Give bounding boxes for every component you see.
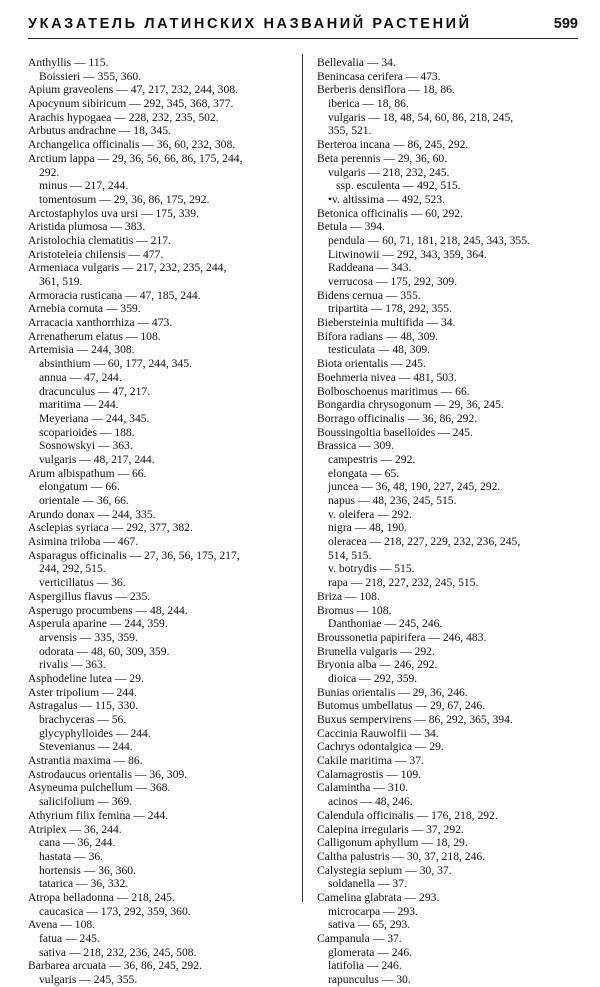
index-entry: Calystegia sepium — 30, 37. [317,863,452,877]
index-entry: Bidens cernua — 355. [317,288,421,302]
index-entry: Calligonum aphyllum — 18, 29. [317,836,468,850]
index-entry: Calamintha — 310. [317,781,409,795]
index-entry: Arctostaphylos uva ursi — 175, 339. [28,206,199,220]
index-subentry: v. oleifera — 292. [328,507,412,521]
index-entry: Betula — 394. [317,220,385,234]
index-entry: Campanula — 37. [317,932,402,945]
index-subentry: maritima — 244. [39,398,119,412]
index-entry: Armeniaca vulgaris — 217, 232, 235, 244, [28,261,227,275]
index-subentry: 514, 515. [328,548,372,562]
index-subentry: Boissieri — 355, 360. [39,69,142,83]
index-subentry: dioica — 292, 359. [328,671,418,685]
index-entry: Arbutus andrachne — 18, 345. [28,124,171,138]
index-subentry: odorata — 48, 60, 309, 359. [39,644,170,658]
index-entry: Broussonetia papirifera — 246, 483. [317,630,487,644]
index-subentry: scoparioides — 188. [39,425,135,439]
index-subentry: glomerata — 246. [328,945,413,959]
index-entry: Biebersteinia multifida — 34. [317,316,456,330]
index-subentry: v. botrydis — 515. [328,562,415,576]
index-entry: Calendula officinalis — 176, 218, 292. [317,808,498,822]
index-entry: Bunias orientalis — 29, 36, 246. [317,685,468,699]
index-entry: Bolboschoenus maritimus — 66. [317,384,470,398]
index-subentry: arvensis — 335, 359. [39,630,138,644]
index-subentry: vulgaris — 245, 355. [39,973,138,987]
index-subentry: testiculata — 48, 309. [328,343,431,357]
index-entry: Berteroa incana — 86, 245, 292. [317,138,469,152]
index-entry: Caltha palustris — 30, 37, 218, 246. [317,849,486,863]
index-subentry: iberica — 18, 86. [328,97,409,111]
index-subentry: pendula — 60, 71, 181, 218, 245, 343, 355. [328,233,530,247]
index-entry: Arundo donax — 244, 335. [28,507,156,521]
index-subentry: salicifolium — 369. [39,795,133,809]
page-header [28,16,578,39]
index-entry: Arachis hypogaea — 228, 232, 235, 502. [28,110,219,124]
index-entry: Arracacia xanthorrhiza — 473. [28,316,173,330]
index-subentry: acinos — 48, 246. [328,795,413,809]
index-subentry: vulgaris — 218, 232, 245. [328,165,450,179]
index-subentry: latifolia — 246. [328,959,402,973]
index-subentry: Litwinowii — 292, 343, 359, 364. [328,247,487,261]
index-entry: Aster tripolium — 244. [28,685,137,699]
index-entry: Butomus umbellatus — 29, 67, 246. [317,699,486,713]
index-entry: Artemisia — 244, 308. [28,343,135,357]
index-subentry: elongatum — 66. [39,480,120,494]
index-entry: Biota orientalis — 245. [317,357,426,371]
index-subentry: sativa — 218, 232, 236, 245, 508. [39,945,197,959]
index-subentry: vulgaris — 18, 48, 54, 60, 86, 218, 245, [328,110,514,124]
index-subentry: glycyphylloides — 244. [39,726,151,740]
index-entry: Asparagus officinalis — 27, 36, 56, 175, 217, [28,548,240,562]
index-subentry: absinthium — 60, 177, 244, 345. [39,357,192,371]
index-subentry: elongata — 65. [328,466,400,480]
index-entry: Calamagrostis — 109. [317,767,422,781]
index-entry: Bromus — 108. [317,603,392,617]
index-subentry: rivalis — 363. [39,658,106,672]
index-subentry: orientale — 36, 66. [39,494,129,507]
column-divider [302,54,303,902]
index-entry: Berberis densiflora — 18, 86. [317,83,455,97]
index-entry: Calepina irregularis — 37, 292. [317,822,464,836]
index-entry: Brassica — 309. [317,439,394,453]
index-entry: Aristoteleia chilensis — 477. [28,247,164,261]
index-entry: Camelina glabrata — 293. [317,890,440,904]
index-entry: Anthyllis — 115. [28,56,109,69]
index-subentry: microcarpa — 293. [328,904,418,918]
index-entry: Apium graveolens — 47, 217, 232, 244, 308. [28,83,238,97]
index-subentry: fatua — 245. [39,932,100,945]
index-entry: Aristolochia clematitis — 217. [28,233,171,247]
index-entry: Brunella vulgaris — 292. [317,644,435,658]
index-subentry: 355, 521. [328,124,372,138]
index-subentry: hortensis — 36, 360. [39,863,136,877]
index-entry: Buxus sempervirens — 86, 292, 365, 394. [317,713,513,726]
index-entry: Aristida plumosa — 383. [28,220,146,234]
index-entry: Atriplex — 36, 244. [28,822,122,836]
index-subentry: 292. [39,165,60,179]
index-subentry: •v. altissima — 492, 523. [328,192,445,206]
index-subentry: Sosnowskyi — 363. [39,439,133,453]
index-subentry: Raddeana — 343. [328,261,412,275]
index-subentry: vulgaris — 48, 217, 244. [39,452,155,466]
index-subentry: Danthoniae — 245, 246. [328,617,443,631]
index-entry: Cakile maritima — 37. [317,754,424,768]
index-entry: Athyrium filix femina — 244. [28,808,169,822]
index-subentry: tomentosum — 29, 36, 86, 175, 292. [39,192,210,206]
index-subentry: sativa — 65, 293. [328,918,411,932]
index-subentry: hastata — 36. [39,849,104,863]
index-subentry: tatarica — 36, 332. [39,877,129,891]
index-entry: Arctium lappa — 29, 36, 56, 66, 86, 175, 244, [28,151,243,165]
index-subentry: tripartita — 178, 292, 355. [328,302,452,316]
index-entry: Briza — 108. [317,589,380,603]
index-entry: Asclepias syriaca — 292, 377, 382. [28,521,193,535]
index-entry: Borrago officinalis — 36, 86, 292. [317,411,478,425]
index-entry: Apocynum sibiricum — 292, 345, 368, 377. [28,97,234,111]
index-subentry: caucasica — 173, 292, 359, 360. [39,904,191,918]
index-subentry: Meyeriana — 244, 345. [39,411,150,425]
index-subentry: verticillatus — 36. [39,576,126,590]
index-subentry: nigra — 48, 190. [328,521,407,535]
index-subentry: 361, 519. [39,275,83,288]
index-entry: Asphodeline lutea — 29. [28,671,144,685]
index-entry: Atropa belladonna — 218, 245. [28,890,175,904]
index-subentry: dracunculus — 47, 217. [39,384,151,398]
index-subentry: oleracea — 218, 227, 229, 232, 236, 245, [328,535,521,549]
index-entry: Bongardia chrysogonum — 29, 36, 245. [317,398,504,412]
index-column-left [28,56,300,987]
index-entry: Betonica officinalis — 60, 292. [317,206,463,220]
index-entry: Astrantia maxima — 86. [28,754,143,768]
page-number: 599 [553,16,578,32]
index-entry: Bifora radians — 48, 309. [317,329,439,343]
index-subentry: rapa — 218, 227, 232, 245, 515. [328,576,479,590]
index-entry: Arrenatherum elatus — 108. [28,329,161,343]
index-entry: Astrodaucus orientalis — 36, 309. [28,767,188,781]
index-subentry: minus — 217, 244. [39,179,129,193]
index-entry: Aspergillus flavus — 235. [28,589,151,603]
index-entry: Asyneuma pulchellum — 368. [28,781,171,795]
index-subentry: cana — 36, 244. [39,836,116,850]
index-entry: Armoracia rusticana — 47, 185, 244. [28,288,201,302]
index-entry: Boussingoltia baselloides — 245. [317,425,473,439]
index-entry: Arnebia cornuta — 359. [28,302,141,316]
index-entry: Asperula aparine — 244, 359. [28,617,168,631]
index-subentry: Stevenianus — 244. [39,740,133,754]
index-subentry: ssp. esculenta — 492, 515. [336,179,461,193]
index-entry: Cachrys odontalgica — 29. [317,740,444,754]
index-entry: Arum albispathum — 66. [28,466,147,480]
index-entry: Beta perennis — 29, 36, 60. [317,151,448,165]
index-subentry: verrucosa — 175, 292, 309. [328,275,458,288]
index-subentry: campestris — 292. [328,452,416,466]
index-entry: Archangelica officinalis — 36, 60, 232, 308. [28,138,236,152]
index-subentry: juncea — 36, 48, 190, 227, 245, 292. [328,480,501,494]
running-title: УКАЗАТЕЛЬ ЛАТИНСКИХ НАЗВАНИЙ РАСТЕНИЙ [28,16,472,32]
index-entry: Bryonia alba — 246, 292. [317,658,438,672]
index-subentry: soldanella — 37. [328,877,407,891]
index-subentry: 244, 292, 515. [39,562,106,576]
index-entry: Bellevalia — 34. [317,56,396,69]
index-column-right [317,56,589,987]
index-subentry: brachyceras — 56. [39,713,127,726]
index-entry: Barbarea arcuata — 36, 86, 245, 292. [28,959,202,973]
index-entry: Astragalus — 115, 330. [28,699,139,713]
index-entry: Benincasa cerifera — 473. [317,69,441,83]
index-subentry: annua — 47, 244. [39,370,122,384]
index-entry: Asimina triloba — 467. [28,535,139,549]
index-entry: Boehmeria nivea — 481, 503. [317,370,457,384]
index-subentry: napus — 48, 236, 245, 515. [328,494,457,507]
index-entry: Asperugo procumbens — 48, 244. [28,603,188,617]
index-subentry: rapunculus — 30. [328,973,411,987]
index-entry: Caccinia Rauwolfii — 34. [317,726,439,740]
index-entry: Avena — 108. [28,918,96,932]
